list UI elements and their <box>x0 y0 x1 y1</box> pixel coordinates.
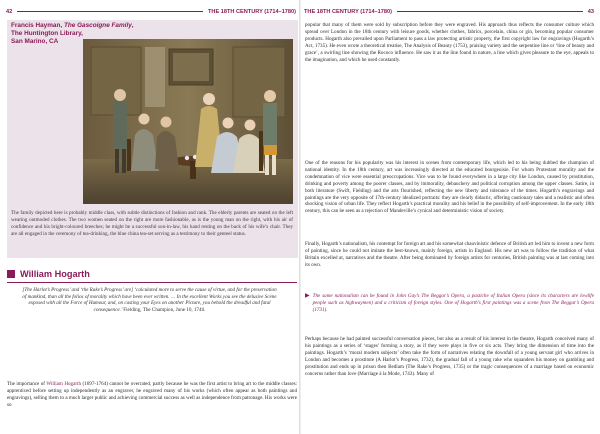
note-text: The same nationalism can be found in John Gay’s The Beggar’s Opera, a pastiche of Italian Opera (since its characters are lowlife people such as highwaymen) and a criticism of foreign styles. One of Hogarth’s first paintings was a scene from The Beggar’s Opera (1731). <box>312 293 594 313</box>
caption-location: San Marino, CA <box>11 38 59 46</box>
left-body-paragraph <box>7 381 297 409</box>
caption-collection: , The Huntington Library, <box>11 22 134 38</box>
left-header-title: THE 18TH CENTURY (1714–1780) <box>208 8 296 15</box>
quote-text: [The Harlot’s Progress’ and ‘the Rake’s Progress’ are] ‘calculated more to serve the cause of virtue, and for the preservation of mankind, than all the folios of morality which have been ever written. … In the excellent Works you see the delusive Scene exposed with all the Force of Humour, and, on casting your Eyes on another Picture, you behold the dreadful and fatal consequence.’ <box>22 287 277 313</box>
body-text-after: (1697-1764) cannot be overrated, partly because he was the first artist to bring art to the middle classes: apprenticed before setting up independently as an engraver, he engraved many of his works (which often appear as both paintings and engravings), selling them to a much larger public and achieving commercial success as well as independence from patronage. His works were so <box>7 381 297 408</box>
right-running-header <box>304 6 594 17</box>
section-rule <box>7 282 297 283</box>
header-rule <box>397 11 583 12</box>
right-header-title: THE 18TH CENTURY (1714–1780) <box>304 8 392 15</box>
left-page-number: 42 <box>6 8 13 15</box>
body-highlight-name: William Hogarth <box>46 381 82 387</box>
section-square-icon <box>7 270 15 278</box>
epigraph-quote <box>22 287 277 313</box>
section-heading <box>7 267 297 280</box>
page-gutter <box>299 0 301 434</box>
right-paragraph-1: popular that many of them were sold by subscription before they were engraved. His approach thus reflects the consumer culture which spread over London in the 18th century with leisure goods, whether clothes, fabrics, porcelain, china or gin, becoming popular consumer products. Hogarth also prevailed upon Parliament to pass a law protecting artistic property, the first copyright law for engravings (Hogarth’s Act, 1735). He even wrote a theoretical treatise, The Analysis of Beauty (1753), praising variety and the serpentine line or ‘line of beauty and grace’, a swirling line showing the Rococo influence. He saw it as the line found in nature, a line which gives pleasure to the eye, appeals to the imagination, and which he used constantly. <box>305 22 594 63</box>
gascoigne-family-painting <box>83 39 293 204</box>
right-paragraph-4: Perhaps because he had painted successful conversation pieces, but also as a result of his interest in the theatre, Hogarth conceived many of his paintings as a series of ‘stages’ forming a story, as if they were plays in five or six acts. They bring the dimension of time into the paintings. Hogarth’s ‘moral modern subjects’ often take the form of narratives relating the downfall of a young servant girl who arrives in London and becomes a prostitute (A Harlot’s Progress, 1732), the gradual fall of a young rake who squanders his money on gambling and prostitution and ends up in prison then Bedlam (The Rake’s Progress, 1735) or the tragic consequences of a marriage based on economic concerns rather than love (Marriage à la Mode, 1743). Many of <box>305 336 594 377</box>
right-paragraph-2: One of the reasons for his popularity was his interest in scenes from contemporary life, which led to his being dubbed the champion of national identity. In the 18th century, art was increasingly directed at the educated bourgeoisie. For whom Protestant morality and the condemnation of vice were essential preoccupations. Vice was to be found everywhere in a large city like London, caused by prostitution, drinking and poverty among the poorer classes, and by immorality, debauchery and political corruption among the upper classes. Satire, in both literature (Swift, Fielding) and the arts flourished, reflecting the new liberty and tolerance of the times. Hogarth’s engravings and paintings are the very opposite of 17th-century idealized portraits: they are clearly didactic, offering cautionary tales and a realistic and often shocking vision of urban life. They reflect Hogarth’s practical morality and his belief in the possibility of self-improvement. In the early 18th century, this can be seen as a rejection of Mandeville’s cynical and deterministic vision of society. <box>305 160 594 215</box>
left-running-header <box>6 6 296 17</box>
caption-text: The family depicted here is probably middle class, with subtle distinctions of fashion and rank. The elderly parents are seated on the left wearing outmoded clothes. The two women seated on the right are more fashionable, as is the young man on the right, with his air of confidence and his bright-coloured breeches; he might be a successful son-in-law, his hand resting on the back of his wife’s chair. They are all engaged in the ceremony of tea-drinking, the blue china tea-set serving as a testimony to their genteel status. <box>11 210 293 237</box>
right-page-number: 43 <box>587 8 594 15</box>
caption-artist: Francis Hayman, <box>11 22 63 29</box>
caption-painting-title: The Gascoigne Family <box>63 22 132 29</box>
header-rule <box>17 11 203 12</box>
quote-source: Fielding, The Champion, June 10, 1740. <box>123 306 206 313</box>
cross-reference-note <box>305 293 594 314</box>
triangle-arrow-icon: ▶ <box>305 292 310 299</box>
body-text-before: The importance of <box>7 381 47 387</box>
right-paragraph-3: Finally, Hogarth’s nationalism, his contempt for foreign art and his somewhat chauvinistic defence of British art led him to invent a new form of painting, since he could not imitate the best-known, mainly foreign, artists in England. His new art was to follow the tradition of what Britain excelled at, narratives and the theatre. After being dominated by foreign artists for centuries, British painting was at last coming into its own. <box>305 241 594 268</box>
painting-illustration <box>83 39 293 204</box>
section-heading-text: William Hogarth <box>20 268 90 279</box>
